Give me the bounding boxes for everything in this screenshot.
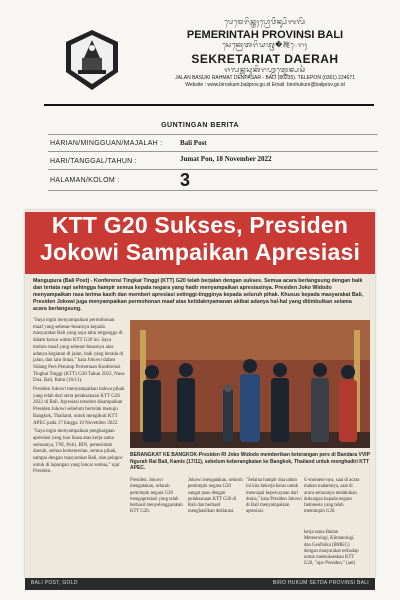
gov-name: PEMERINTAH PROVINSI BALI bbox=[186, 29, 344, 41]
field-divider bbox=[48, 190, 378, 191]
field-label-date: HARI/TANGGAL/TAHUN : bbox=[50, 158, 138, 165]
field-value-page: 3 bbox=[180, 170, 191, 190]
headline-line-1: KTT G20 Sukses, Presiden bbox=[51, 212, 349, 238]
news-photo bbox=[130, 320, 370, 448]
letterhead-text bbox=[140, 18, 390, 89]
address: JALAN BASUKI RAHMAT DENPASAR - BALI (80235). TELEPON (0361) 224671 bbox=[175, 75, 355, 81]
field-divider bbox=[48, 134, 378, 135]
news-clipping bbox=[25, 210, 375, 578]
letterhead bbox=[0, 0, 400, 110]
article-column-1 bbox=[33, 318, 125, 478]
article-column-5: G-moment-nya, saat di acara makan malamnya, saat di acara semuanya melakukan dukungan kepada negara Indonesia yang telah memimpin G20. bbox=[304, 478, 360, 515]
article-paragraph: "Saya ingin menyampaikan permohonan maaf yang sebesar-besarnya kepada masyarakat Bali yang saya tahu terganggu di dalam kurun waktu KTT G20 ini. Saya mohon maaf yang sebesar-besarnya atas adanya kegiatan di jalan, baik yang berada di jalan, dan lalu lintas," kata Jokowi dalam Sidang Pers Penutup Pertemuan Konferensi Tingkat Tinggi (KTT) G20 Tahun 2022, Nusa Dua, Bali, Rabu (16/11). bbox=[33, 318, 125, 384]
field-divider bbox=[48, 169, 378, 170]
clipping-title: GUNTINGAN BERITA bbox=[161, 122, 239, 129]
field-label-publication: HARIAN/MINGGUAN/MAJALAH : bbox=[50, 140, 163, 147]
headline-banner bbox=[25, 212, 375, 274]
field-value-publication: Bali Post bbox=[180, 139, 207, 147]
article-column-2: Presiden. Jokowi mengatakan, seluruh pemimpin negara G20 mengapresiasi yang telah berhasil menyelenggarakan KTT G20. bbox=[130, 478, 183, 515]
article-intro: Mangupura (Bali Post) - Konferensi Tingkat Tinggi (KTT) G20 telah berjalan dengan sukses. Semua acara berlangsung dengan baik dan tertata rapi sehingga hampir semua kepala negara yang hadir menyampaikan apresiasinya. Presiden Joko Widodo menyampaikan rasa terima kasih dan memberi apresiasi setinggi-tingginya kepada seluruh pihak. Khusus kepada masyarakat Bali, Presiden Jokowi juga menyampaikan permohonan maaf atas ketidaknyamanan akibat adanya hal-hal yang ditimbulkan selama acara berlangsung. bbox=[33, 278, 364, 312]
article-paragraph: "Saya ingin menyampaikan penghargaan apresiasi yang luar biasa atas kerja sama semuanya, TNI, Polri, BIN, pemerintah daerah, semua kementerian, semua pihak, sampai dengan masyarakat Bali, dan pelapor untuk di lapangan yang lancar semua," ujar Presiden. bbox=[33, 429, 123, 475]
article-column-3: Jokowi mengatakan, seluruh pemimpin negara G20 sangat puas dengan pelaksanaan KTT G20 di Bali dan berhasil menghasilkan deklarasi. bbox=[188, 478, 243, 515]
headline-line-2: Jokowi Sampaikan Apresiasi bbox=[39, 239, 361, 265]
footer-right: BIRO HUKUM SETDA PROVINSI BALI bbox=[272, 580, 369, 586]
balinese-script-address: ᬚᬮᬦ᭄ᬩᬲᬸᬓᬶᬭᬳ᭄ᬫᬢ᭄ᬤᬾᬦ᭄ᬧᬲᬃ bbox=[224, 66, 306, 74]
field-label-page: HALAMAN/KOLOM : bbox=[50, 177, 120, 184]
field-divider bbox=[48, 151, 378, 152]
article-column-4: "Selama hampir dua tahun ini kita bekerja keras untuk mencapai kepercayaan dari dunia," kata Presiden Jokowi di Bali menyampaikan apresiasi. bbox=[246, 478, 302, 515]
website: Website : www.biroxkum.baliprov.go.id Email: birohukum@baliprov.go.id bbox=[185, 82, 345, 88]
office-name: SEKRETARIAT DAERAH bbox=[191, 52, 339, 66]
letterhead-rule bbox=[44, 104, 374, 106]
footer-bar bbox=[25, 578, 375, 590]
balinese-script-gov: ᬧᬾᬫᬾᬭᬶᬦ᭄ᬢᬄᬧ᭄ᬭᭀᬯᬶᬦ᭄ᬲᬶᬩᬮᬶ bbox=[224, 18, 306, 26]
article-column-6: kerja sama Badan Meteorologi, Klimatologi, dan Geofisika (BMKG) dengan masyarakat terhadap untuk mensukseskan KTT G20, "ujar Presiden." (ant) bbox=[304, 530, 359, 567]
photo-caption: BERANGKAT KE BANGKOK-Presiden RI Joko Widodo memberikan keterangan pers di Bandara VVIP Ngurah Rai Bali, Kamis (17/11), sebelum keberangkatan ke Bangkok, Thailand untuk menghadiri KTT APEC. bbox=[130, 452, 370, 471]
balinese-script-office: ᬲᬾᬓ᭄ᬭᬾᬢᬭᬶᬬᬢ᭄ᬥ�琬ᬾᬭᬄ bbox=[222, 41, 308, 49]
article-paragraph: Presiden Jokowi menyampaikan bahwa pihak yang telah dari serta pelaksanaan KTT G20 2022 di Bali. Apresiasi tersebut disampaikan Presiden Jokowi sebelum bertolak menuju Bangkok, Thailand, untuk mengikuti KTT APEC pada 17 hingga 19 November 2022. bbox=[33, 387, 125, 426]
provincial-emblem-icon bbox=[60, 28, 124, 92]
field-value-date: Jumat Pon, 18 November 2022 bbox=[180, 155, 272, 163]
footer-left: BALI POST, GOLD bbox=[31, 580, 78, 586]
